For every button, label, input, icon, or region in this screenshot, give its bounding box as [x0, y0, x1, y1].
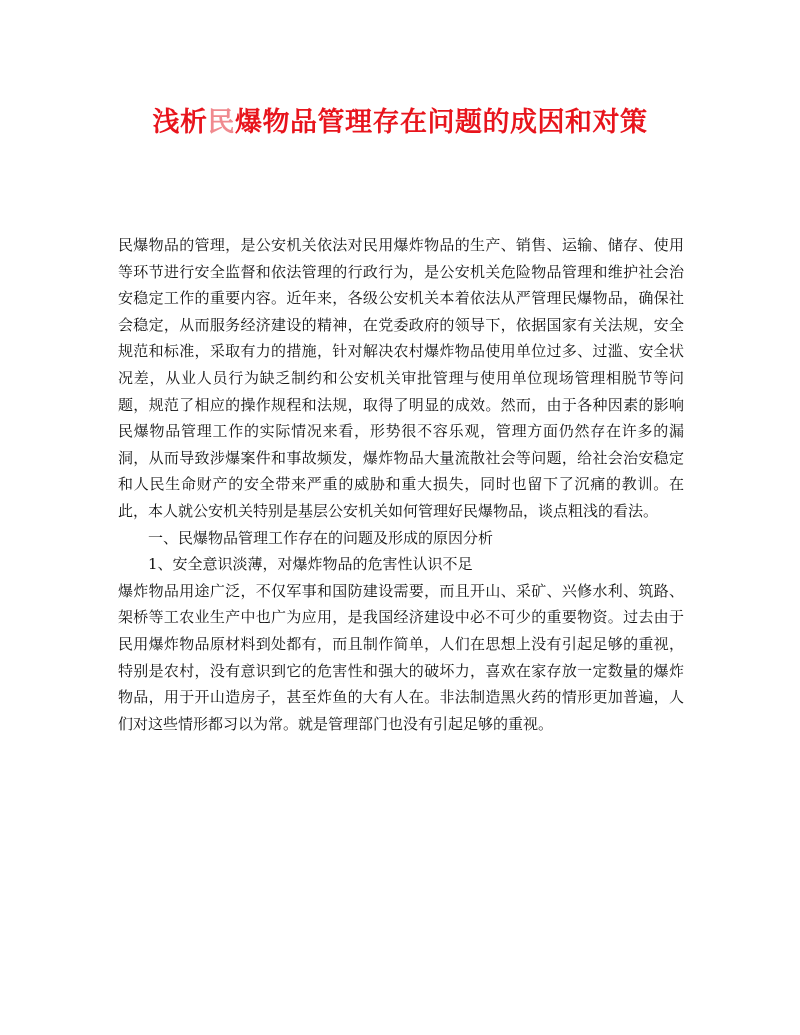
title-highlight: 民: [207, 107, 235, 138]
paragraph-explosives: 爆炸物品用途广泛，不仅军事和国防建设需要，而且开山、采矿、兴修水利、筑路、架桥等工农业生产中也广为应用，是我国经济建设中必不可少的重要物资。过去由于民用爆炸物品原材料到处都有，而且制作简单，人们在思想上没有引起足够的重视，特别是农村，没有意识到它的危害性和强大的破坏力，喜欢在家存放一定数量的爆炸物品，用于开山造房子，甚至炸鱼的大有人在。非法制造黑火药的情形更加普遍，人们对这些情形都习以为常。就是管理部门也没有引起足够的重视。: [118, 581, 684, 733]
title-part2: 爆物品管理存在问题的成因和对策: [235, 107, 648, 138]
section-heading: 一、民爆物品管理工作存在的问题及形成的原因分析: [148, 528, 494, 547]
subsection-heading: 1、安全意识淡薄，对爆炸物品的危害性认识不足: [148, 555, 473, 574]
paragraph-intro: 民爆物品的管理，是公安机关依法对民用爆炸物品的生产、销售、运输、储存、使用等环节进行安全监督和依法管理的行政行为，是公安机关危险物品管理和维护社会治安稳定工作的重要内容。近年来，各级公安机关本着依法从严管理民爆物品，确保社会稳定，从而服务经济建设的精神，在党委政府的领导下，依据国家有关法规，安全规范和标准，采取有力的措施，针对解决农村爆炸物品使用单位过多、过滥、安全状况差，从业人员行为缺乏制约和公安机关审批管理与使用单位现场管理相脱节等问题，规范了相应的操作规程和法规，取得了明显的成效。然而，由于各种因素的影响民爆物品管理工作的实际情况来看，形势很不容乐观，管理方面仍然存在许多的漏洞，从而导致涉爆案件和事故频发，爆炸物品大量流散社会等问题，给社会治安稳定和人民生命财产的安全带来严重的威胁和重大损失，同时也留下了沉痛的教训。在此，本人就公安机关特别是基层公安机关如何管理好民爆物品，谈点粗浅的看法。: [118, 236, 684, 520]
document-title: [0, 103, 800, 143]
title-part1: 浅析: [152, 107, 208, 138]
document-body: [118, 232, 684, 737]
